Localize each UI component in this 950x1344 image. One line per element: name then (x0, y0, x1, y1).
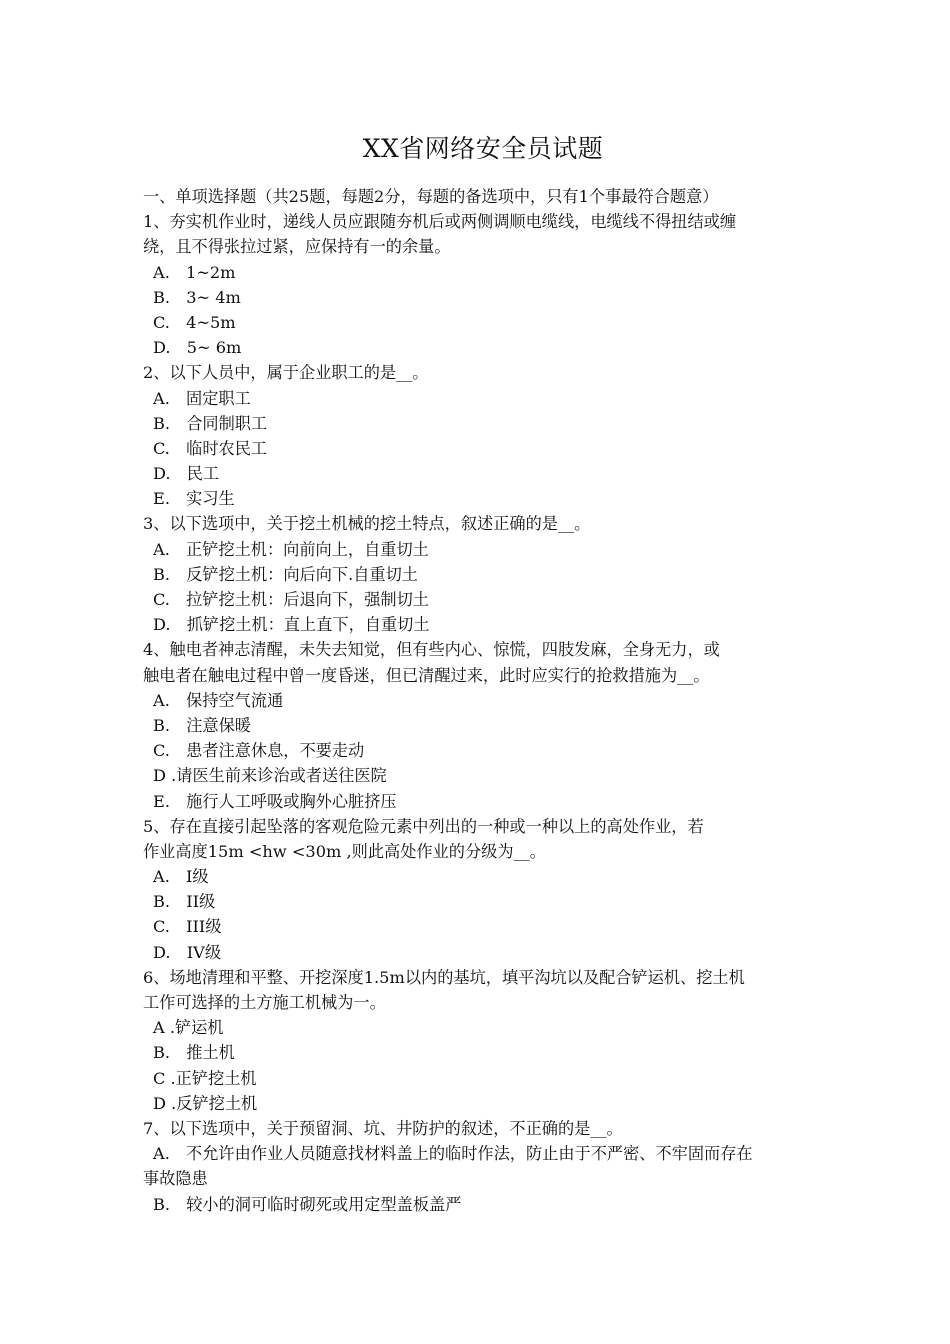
answer-option: D .请医生前来诊治或者送往医院 (153, 766, 387, 786)
question-text: 作业高度15m <hw <30m ,则此高处作业的分级为__。 (143, 841, 546, 861)
question-text: 事故隐患 (143, 1169, 208, 1189)
answer-option: D .反铲挖土机 (153, 1093, 258, 1113)
answer-option: A. 固定职工 (153, 388, 251, 408)
question-text: 5、存在直接引起坠落的客观危险元素中列出的一种或一种以上的高处作业，若 (143, 816, 704, 836)
answer-option: D. 抓铲挖土机：直上直下，自重切土 (153, 615, 430, 635)
question-text: 工作可选择的土方施工机械为一。 (143, 993, 386, 1012)
answer-option: D. 民工 (153, 464, 220, 484)
answer-option: C. 患者注意休息，不要走动 (153, 741, 365, 761)
answer-option: E. 实习生 (153, 489, 235, 509)
answer-option: A .铲运机 (153, 1018, 224, 1038)
answer-option: B. II级 (153, 892, 216, 912)
answer-option: B. 合同制职工 (153, 413, 268, 433)
question-text: 触电者在触电过程中曾一度昏迷，但已清醒过来，此时应实行的抢救措施为__。 (143, 665, 710, 685)
question-text: 3、以下选项中，关于挖土机械的挖土特点，叙述正确的是__。 (143, 514, 591, 534)
document-body (143, 184, 823, 1217)
question-text: 1、夯实机作业时，递线人员应跟随夯机后或两侧调顺电缆线，电缆线不得扭结或缠 (143, 212, 737, 232)
answer-option: E. 施行人工呼吸或胸外心脏挤压 (153, 791, 397, 811)
question-text: 4、触电者神志清醒，未失去知觉，但有些内心、惊慌，四肢发麻，全身无力，或 (143, 640, 720, 660)
answer-option: A. I级 (153, 867, 209, 887)
question-text: 6、场地清理和平整、开挖深度1.5m以内的基坑，填平沟坑以及配合铲运机、挖土机 (143, 967, 745, 987)
document-title: XX省网络安全员试题 (362, 134, 604, 163)
answer-option: D. 5~ 6m (153, 338, 242, 358)
answer-option: C .正铲挖土机 (153, 1068, 257, 1088)
answer-option: C. 4~5m (153, 312, 236, 332)
answer-option: B. 反铲挖土机：向后向下.自重切土 (153, 564, 418, 584)
answer-option: B. 推土机 (153, 1043, 235, 1063)
answer-option: D. IV级 (153, 942, 222, 962)
answer-option: A. 不允许由作业人员随意找材料盖上的临时作法，防止由于不严密、不牢固而存在 (153, 1144, 753, 1164)
answer-option: C. 拉铲挖土机：后退向下，强制切土 (153, 590, 429, 609)
answer-option: C. III级 (153, 917, 222, 937)
answer-option: C. 临时农民工 (153, 438, 268, 458)
question-text: 2、以下人员中，属于企业职工的是__。 (143, 363, 429, 383)
section-heading: 一、单项选择题（共25题，每题2分，每题的备选项中，只有1个事最符合题意） (143, 187, 719, 206)
answer-option: B. 注意保暖 (153, 715, 251, 735)
question-text: 绕，且不得张拉过紧，应保持有一的余量。 (143, 237, 451, 257)
answer-option: A. 保持空气流通 (153, 690, 284, 710)
question-text: 7、以下选项中，关于预留洞、坑、井防护的叙述，不正确的是__。 (143, 1118, 623, 1138)
answer-option: B. 3~ 4m (153, 287, 241, 307)
answer-option: A. 1~2m (153, 262, 236, 282)
answer-option: B. 较小的洞可临时砌死或用定型盖板盖严 (153, 1194, 462, 1214)
answer-option: A. 正铲挖土机：向前向上，自重切土 (153, 539, 429, 559)
